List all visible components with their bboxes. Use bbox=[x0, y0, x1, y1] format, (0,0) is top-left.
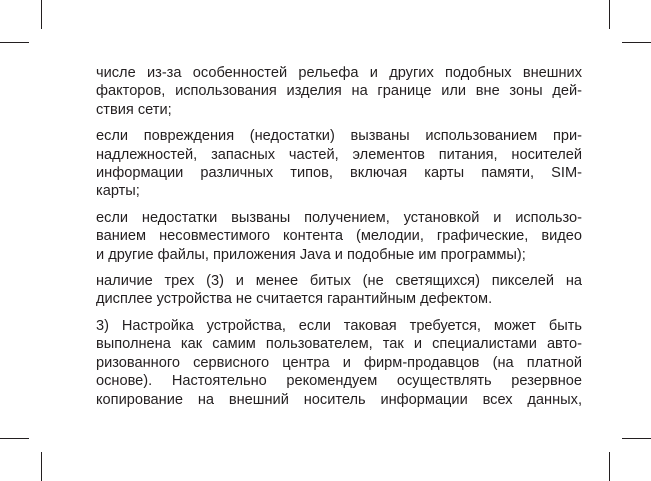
text-line: если недостатки вызваны получением, установкой и использо- bbox=[96, 209, 582, 226]
text-line: ствия сети; bbox=[96, 101, 172, 118]
text-line: карты; bbox=[96, 183, 140, 200]
crop-mark-bottom-right-horizontal bbox=[622, 438, 651, 439]
crop-mark-top-left-vertical bbox=[41, 0, 42, 29]
text-line: надлежностей, запасных частей, элементов питания, носителей bbox=[96, 146, 582, 163]
paragraph-dead-pixels bbox=[96, 272, 582, 309]
paragraph-incompatible-content bbox=[96, 209, 582, 264]
text-line: ванием несовместимого контента (мелодии, графические, видео bbox=[96, 228, 582, 245]
text-line: 3) Настройка устройства, если таковая требуется, может быть bbox=[96, 317, 582, 334]
text-line: если повреждения (недостатки) вызваны использованием при- bbox=[96, 128, 582, 145]
text-line: информации различных типов, включая карты памяти, SIM- bbox=[96, 165, 582, 182]
crop-mark-top-right-horizontal bbox=[622, 42, 651, 43]
text-line: наличие трех (3) и менее битых (не светящихся) пикселей на bbox=[96, 273, 582, 290]
text-line: копирование на внешний носитель информации всех данных, bbox=[96, 391, 582, 408]
crop-mark-top-right-vertical bbox=[609, 0, 610, 29]
crop-mark-bottom-right-vertical bbox=[609, 452, 610, 481]
crop-mark-bottom-left-vertical bbox=[41, 452, 42, 481]
paragraph-terrain-factors bbox=[96, 64, 582, 119]
crop-mark-top-left-horizontal bbox=[0, 42, 29, 43]
text-line: факторов, использования изделия на границе или вне зоны дей- bbox=[96, 83, 582, 100]
text-line: и другие файлы, приложения Java и подобные им программы); bbox=[96, 246, 526, 263]
crop-mark-bottom-left-horizontal bbox=[0, 438, 29, 439]
text-line: дисплее устройства не считается гарантийным дефектом. bbox=[96, 291, 493, 308]
paragraph-device-setup bbox=[96, 317, 582, 409]
paragraph-accessories-damage bbox=[96, 127, 582, 201]
warranty-text-block bbox=[96, 64, 582, 417]
text-line: ризованного сервисного центра и фирм-продавцов (на платной bbox=[96, 354, 582, 371]
text-line: числе из-за особенностей рельефа и других подобных внешних bbox=[96, 65, 582, 81]
text-line: основе). Настоятельно рекомендуем осуществлять резервное bbox=[96, 373, 582, 390]
text-line: выполнена как самим пользователем, так и специалистами авто- bbox=[96, 336, 582, 353]
